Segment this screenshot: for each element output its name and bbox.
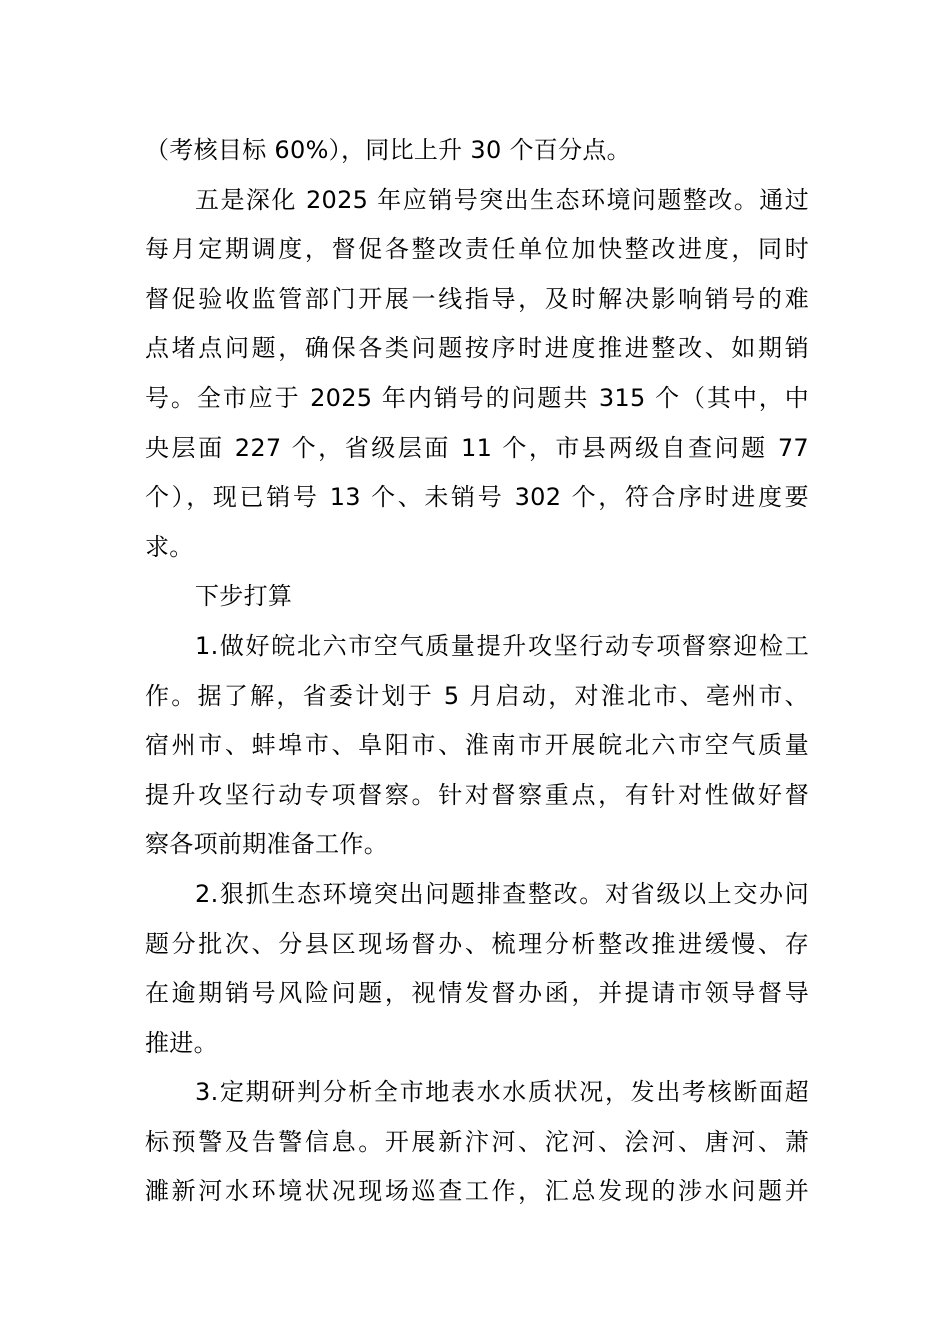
text-line: （考核目标 60%），同比上升 30 个百分点。 (145, 136, 631, 164)
text-line: 察各项前期准备工作。 (145, 830, 388, 859)
text-line: 每月定期调度，督促各整改责任单位加快整改进度，同时 (145, 235, 809, 264)
text-line: 点堵点问题，确保各类问题按序时进度推进整改、如期销 (145, 334, 809, 363)
text-line: 求。 (145, 532, 194, 561)
section-heading: 下步打算 (195, 582, 293, 611)
document-body (145, 126, 809, 1217)
text-line: 题分批次、分县区现场督办、梳理分析整改推进缓慢、存 (145, 929, 809, 958)
paragraph-first-line: 3.定期研判分析全市地表水水质状况，发出考核断面超 (195, 1078, 809, 1107)
text-line: 央层面 227 个，省级层面 11 个，市县两级自查问题 77 (145, 433, 809, 462)
text-line: 宿州市、蚌埠市、阜阳市、淮南市开展皖北六市空气质量 (145, 731, 809, 760)
text-line: 提升攻坚行动专项督察。针对督察重点，有针对性做好督 (145, 780, 809, 809)
paragraph-first-line: 五是深化 2025 年应销号突出生态环境问题整改。通过 (195, 185, 809, 214)
text-line: 作。据了解，省委计划于 5 月启动，对淮北市、亳州市、 (145, 681, 809, 710)
paragraph-first-line: 1.做好皖北六市空气质量提升攻坚行动专项督察迎检工 (195, 631, 809, 660)
text-line: 濉新河水环境状况现场巡查工作，汇总发现的涉水问题并 (145, 1177, 809, 1206)
text-line: 号。全市应于 2025 年内销号的问题共 315 个（其中，中 (145, 383, 809, 412)
text-line: 推进。 (145, 1028, 218, 1057)
text-line: 在逾期销号风险问题，视情发督办函，并提请市领导督导 (145, 979, 809, 1008)
text-line: 个），现已销号 13 个、未销号 302 个，符合序时进度要 (145, 483, 809, 512)
text-line: 标预警及告警信息。开展新汴河、沱河、浍河、唐河、萧 (145, 1127, 809, 1156)
paragraph-first-line: 2.狠抓生态环境突出问题排查整改。对省级以上交办问 (195, 879, 809, 908)
text-line: 督促验收监管部门开展一线指导，及时解决影响销号的难 (145, 284, 809, 313)
